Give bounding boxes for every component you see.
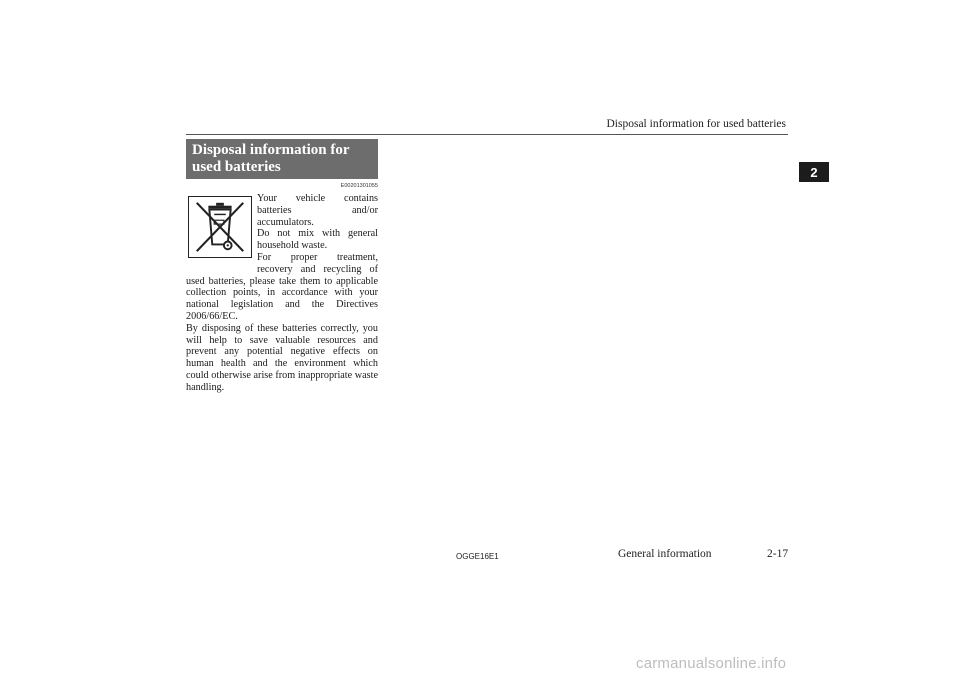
header-rule: [186, 134, 788, 135]
section-code: E00201301055: [340, 183, 378, 189]
paragraph-3: For proper treatment, recovery and recycling of used batteries, please take them to applicable collection points, in accordance with your national legislation and the Directives 2006/66/EC.: [186, 251, 378, 322]
section-title-line-1: Disposal information for: [192, 142, 350, 158]
section-title-banner: [186, 139, 378, 179]
document-code: OGGE16E1: [456, 552, 499, 561]
section-title-line-2: used batteries: [192, 159, 281, 175]
paragraph-2: Do not mix with general household waste.: [257, 228, 378, 252]
paragraph-1: Your vehicle contains batteries and/or accumulators.: [257, 193, 378, 228]
watermark: carmanualsonline.info: [636, 655, 787, 672]
crossed-out-wheelie-bin-icon: [188, 196, 252, 258]
footer-section-name: General information: [618, 548, 712, 560]
page-number: 2-17: [767, 548, 789, 560]
paragraph-4: By disposing of these batteries correctly, you will help to save valuable resources and prevent any potential negative effects on human health and the environment which could otherwise arise from inappropriate waste handling.: [186, 322, 378, 393]
chapter-tab: 2: [799, 162, 829, 182]
running-header: Disposal information for used batteries: [606, 118, 786, 130]
